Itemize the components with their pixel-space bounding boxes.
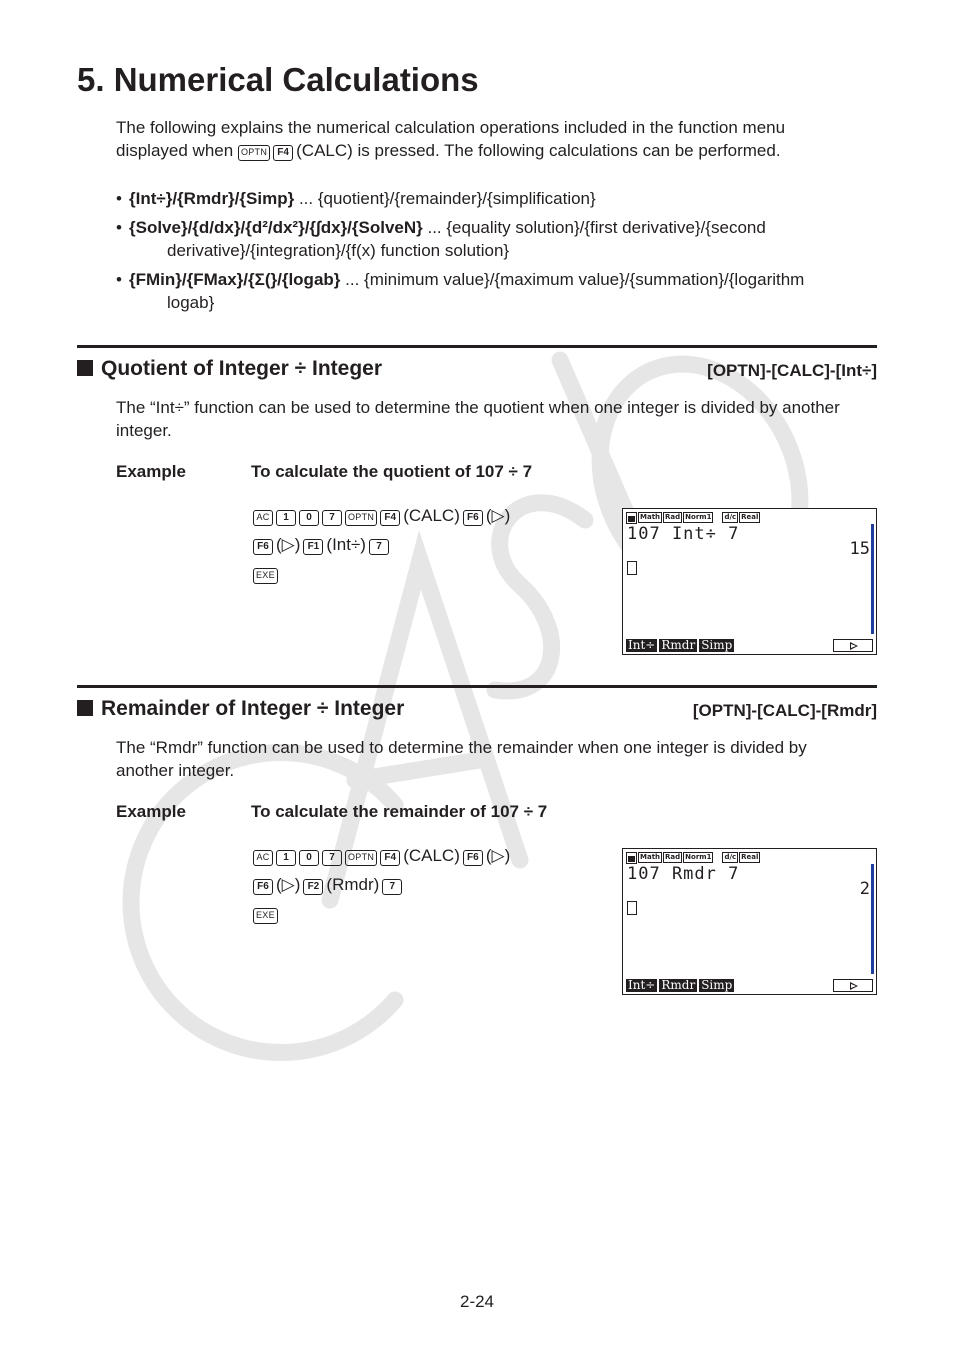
key-row — [253, 530, 513, 559]
key-label: (Int÷) — [326, 535, 366, 554]
optn-key-icon: OPTN — [345, 850, 377, 866]
function-desc-cont: derivative}/{integration}/{f(x) function solution} — [167, 241, 510, 260]
key-label: (▷) — [276, 535, 301, 554]
f6-key-icon: F6 — [463, 510, 483, 526]
example-text: To calculate the quotient of 107 ÷ 7 — [251, 462, 533, 481]
status-badge: Rad — [665, 853, 681, 861]
status-badge: Math — [640, 853, 661, 861]
exe-key-icon: EXE — [253, 908, 278, 924]
key-row — [253, 899, 513, 928]
f4-key-icon: F4 — [380, 850, 400, 866]
digit-key-icon: 7 — [322, 510, 342, 526]
f6-key-icon: F6 — [253, 539, 273, 555]
status-badge: Real — [741, 853, 759, 861]
scrollbar — [871, 524, 874, 634]
ac-key-icon: AC — [253, 510, 273, 526]
key-sequence — [253, 841, 513, 928]
list-item: • {Solve}/{d/dx}/{d²/dx²}/{∫dx}/{SolveN} ... {equality solution}/{first derivative}/{second derivative}/{integration}/{f(x) function solution} — [116, 216, 856, 262]
battery-icon — [626, 512, 637, 524]
example-text: To calculate the remainder of 107 ÷ 7 — [251, 802, 548, 821]
f4-key-icon: F4 — [273, 145, 293, 161]
function-list — [116, 187, 856, 320]
function-desc: ... {equality solution}/{first derivative}/{second — [427, 218, 766, 237]
key-sequence — [253, 501, 513, 588]
section-heading: Quotient of Integer ÷ Integer — [77, 355, 382, 383]
menu-path: [OPTN]-[CALC]-[Int÷] — [707, 361, 877, 380]
list-item: • {FMin}/{FMax}/{Σ(}/{logab} ... {minimum value}/{maximum value}/{summation}/{logarithm logab} — [116, 268, 856, 314]
fkey-int-div: Int÷ — [628, 978, 656, 992]
ac-key-icon: AC — [253, 850, 273, 866]
screen-result: 2 — [859, 879, 870, 899]
intro-line-1: The following explains the numerical calculation operations included in the function menu — [116, 118, 786, 137]
f1-key-icon: F1 — [303, 539, 323, 555]
screen-expression: 107 Int÷ 7 — [627, 524, 740, 544]
key-row — [253, 841, 513, 870]
status-bar — [626, 512, 761, 523]
fkey-rmdr: Rmdr — [661, 978, 696, 992]
status-badge: Rad — [665, 513, 681, 521]
next-arrow-icon — [833, 639, 873, 652]
optn-key-icon: OPTN — [238, 145, 270, 161]
section-divider — [77, 685, 877, 688]
function-desc: ... {minimum value}/{maximum value}/{summation}/{logarithm — [345, 270, 805, 289]
square-bullet-icon — [77, 700, 93, 716]
status-badge: d/c — [724, 853, 737, 861]
key-label: (CALC) — [403, 506, 460, 525]
exe-key-icon: EXE — [253, 568, 278, 584]
fkey-simp: Simp — [701, 978, 733, 992]
next-arrow-icon — [833, 979, 873, 992]
scrollbar — [871, 864, 874, 974]
f6-key-icon: F6 — [253, 879, 273, 895]
page-number: 2-24 — [459, 1292, 495, 1311]
f4-key-icon: F4 — [380, 510, 400, 526]
cursor-icon — [627, 561, 637, 575]
f2-key-icon: F2 — [303, 879, 323, 895]
key-label: (▷) — [485, 846, 511, 865]
status-badge: Real — [741, 513, 759, 521]
page-title: 5. Numerical Calculations — [77, 61, 479, 98]
function-key-bar — [626, 639, 736, 652]
status-badge: Norm1 — [685, 513, 712, 521]
intro-paragraph — [116, 116, 856, 162]
function-desc-cont: logab} — [167, 293, 215, 312]
screen-expression: 107 Rmdr 7 — [627, 864, 740, 884]
key-row — [253, 501, 513, 530]
key-label: (Rmdr) — [326, 875, 380, 894]
fkey-int-div: Int÷ — [628, 638, 656, 652]
status-badge: Norm1 — [685, 853, 712, 861]
function-keys: {FMin}/{FMax}/{Σ(}/{logab} — [129, 270, 341, 289]
key-row — [253, 870, 513, 899]
intro-line-2 — [116, 139, 856, 162]
section-divider — [77, 345, 877, 348]
example-label: Example — [116, 462, 186, 481]
function-key-bar — [626, 979, 736, 992]
fkey-simp: Simp — [701, 638, 733, 652]
cursor-icon — [627, 901, 637, 915]
status-bar — [626, 852, 761, 863]
battery-icon — [626, 852, 637, 864]
calculator-screen — [622, 848, 877, 995]
square-bullet-icon — [77, 360, 93, 376]
digit-key-icon: 7 — [382, 879, 402, 895]
section-description: The “Int÷” function can be used to determine the quotient when one integer is divided by another integer. — [116, 398, 840, 440]
status-badge: d/c — [724, 513, 737, 521]
fkey-rmdr: Rmdr — [661, 638, 696, 652]
key-label: (▷) — [485, 506, 511, 525]
digit-key-icon: 7 — [369, 539, 389, 555]
f6-key-icon: F6 — [463, 850, 483, 866]
function-keys: {Solve}/{d/dx}/{d²/dx²}/{∫dx}/{SolveN} — [129, 218, 423, 237]
section-heading: Remainder of Integer ÷ Integer — [77, 695, 404, 723]
intro-line-2-post: (CALC) is pressed. The following calculations can be performed. — [296, 141, 781, 160]
intro-line-2-pre: displayed when — [116, 141, 234, 160]
digit-key-icon: 1 — [276, 850, 296, 866]
status-badge: Math — [640, 513, 661, 521]
key-label: (CALC) — [403, 846, 460, 865]
list-item: • {Int÷}/{Rmdr}/{Simp} ... {quotient}/{remainder}/{simplification} — [116, 189, 596, 208]
function-desc: ... {quotient}/{remainder}/{simplification} — [298, 189, 596, 208]
calculator-screen — [622, 508, 877, 655]
digit-key-icon: 7 — [322, 850, 342, 866]
key-label: (▷) — [276, 875, 301, 894]
menu-path: [OPTN]-[CALC]-[Rmdr] — [692, 701, 877, 720]
function-keys: {Int÷}/{Rmdr}/{Simp} — [129, 189, 295, 208]
example-label: Example — [116, 802, 186, 821]
digit-key-icon: 0 — [299, 850, 319, 866]
optn-key-icon: OPTN — [345, 510, 377, 526]
key-row — [253, 559, 513, 588]
screen-result: 15 — [849, 539, 870, 559]
section-description: The “Rmdr” function can be used to determine the remainder when one integer is divided by another integer. — [116, 738, 807, 780]
digit-key-icon: 1 — [276, 510, 296, 526]
digit-key-icon: 0 — [299, 510, 319, 526]
